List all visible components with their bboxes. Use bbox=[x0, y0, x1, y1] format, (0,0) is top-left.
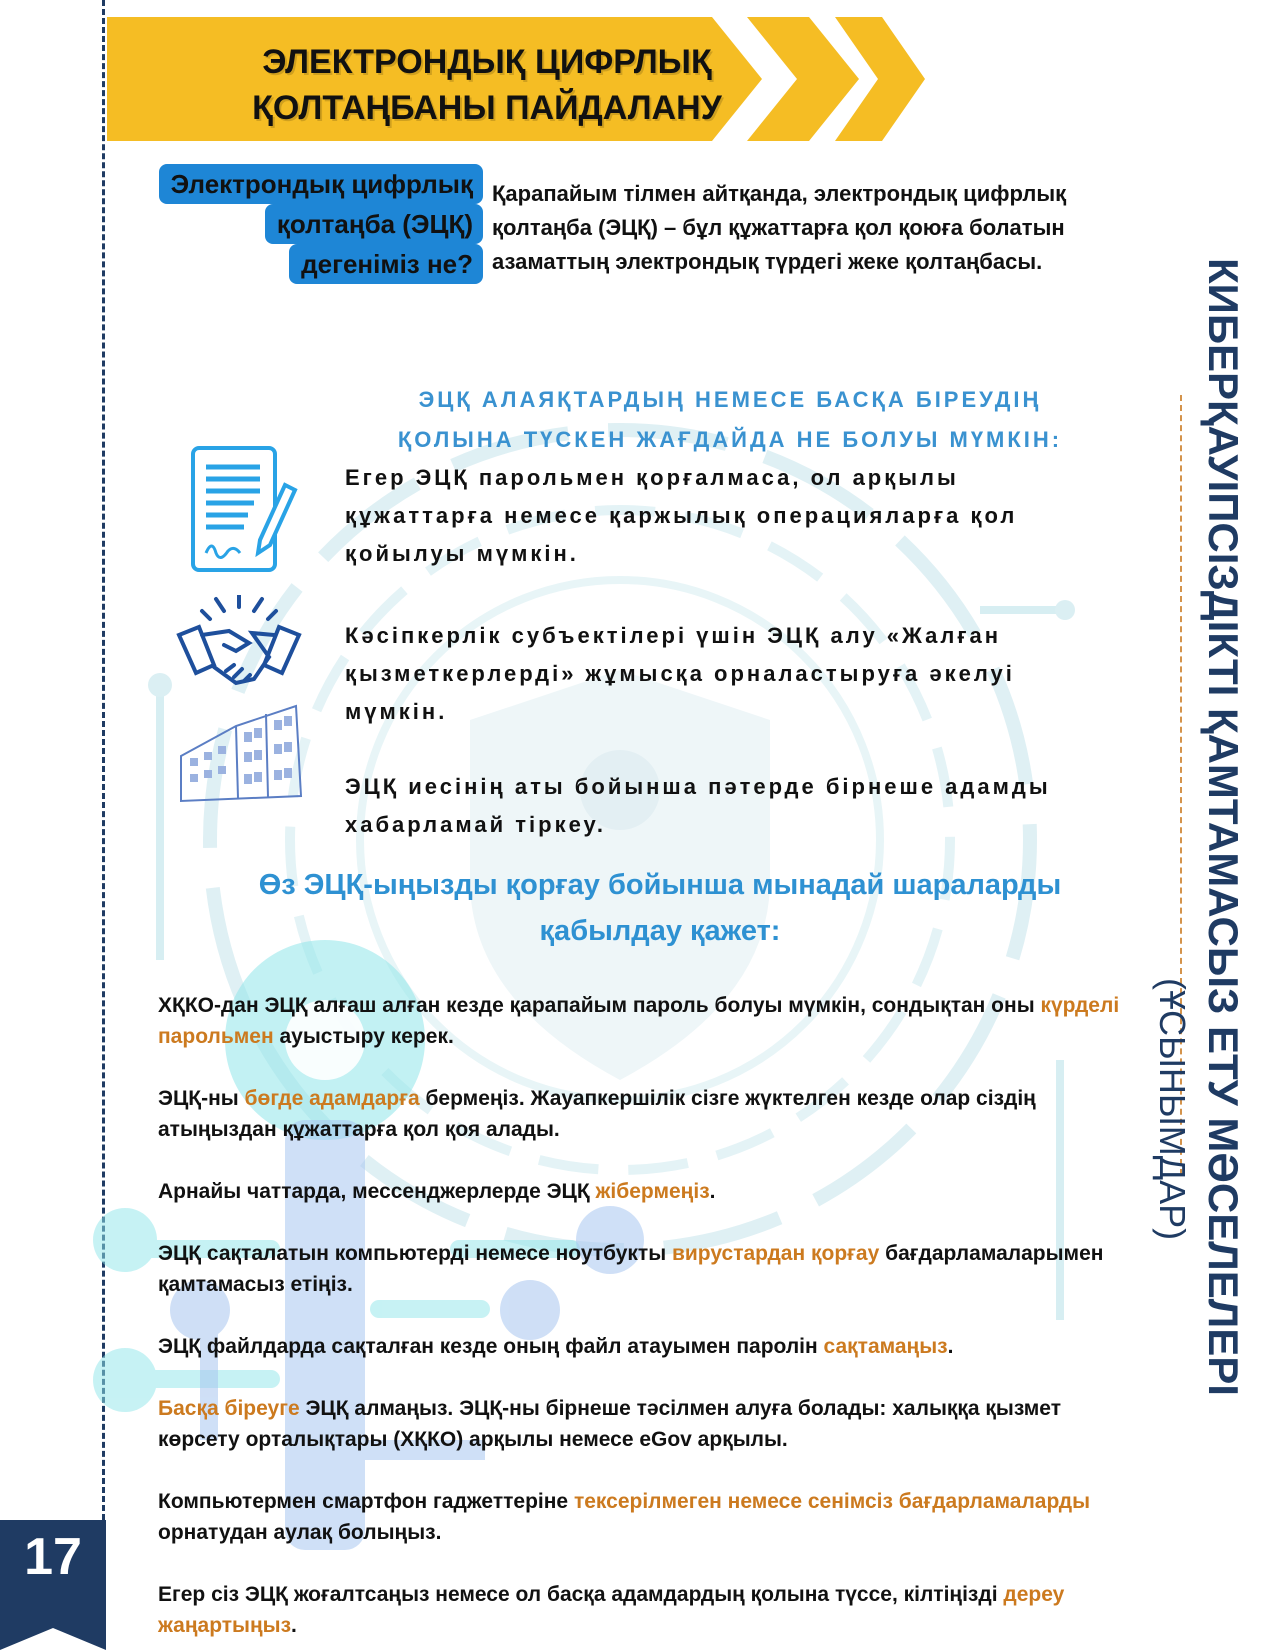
measure-text: орнатудан аулақ болыңыз. bbox=[158, 1521, 442, 1544]
measure-text: Арнайы чаттарда, мессенджерлерде ЭЦҚ bbox=[158, 1180, 596, 1203]
question-line3: дегеніміз не? bbox=[289, 244, 483, 284]
document-signing-icon bbox=[190, 445, 300, 575]
measure-text: ХҚКО-дан ЭЦҚ алғаш алған кезде қарапайым пароль болуы мүмкін, сондықтан оны bbox=[158, 994, 1041, 1017]
measure-item bbox=[158, 1579, 1148, 1641]
measure-item bbox=[158, 1176, 1148, 1207]
intro-definition: Қарапайым тілмен айтқанда, электрондық цифрлық қолтаңба (ЭЦҚ) – бұл құжаттарға қол қоюға болатын азаматтың электрондық түрдегі жеке қолтаңбасы. bbox=[492, 181, 1067, 274]
measure-text: ЭЦҚ файлдарда сақталған кезде оның файл атауымен паролін bbox=[158, 1335, 824, 1358]
page-title-line1: ЭЛЕКТРОНДЫҚ ЦИФРЛЫҚ bbox=[262, 43, 712, 81]
risk-item-unprotected-password: Егер ЭЦҚ парольмен қорғалмаса, ол арқылы құжаттарға немесе қаржылық операцияларға қол қойылуы мүмкін. bbox=[345, 465, 1018, 566]
risk-heading bbox=[360, 380, 1100, 460]
header-banner bbox=[107, 17, 977, 147]
question-box bbox=[115, 164, 483, 284]
measures-list bbox=[158, 990, 1148, 1650]
page-title bbox=[137, 39, 837, 131]
side-title-main: КИБЕРҚАУІПСІЗДІКТІ ҚАМТАМАСЫЗ ЕТУ МӘСЕЛЕЛЕРІ bbox=[1200, 258, 1247, 1396]
measure-highlight: жібермеңіз bbox=[595, 1180, 710, 1203]
risk-item-apartment-registration: ЭЦҚ иесінің аты бойынша пәтерде бірнеше адамды хабарламай тіркеу. bbox=[345, 774, 1051, 837]
question-line1: Электрондық цифрлық bbox=[159, 164, 483, 204]
page-title-line2: ҚОЛТАҢБАНЫ ПАЙДАЛАНУ bbox=[252, 89, 722, 127]
apartment-building-icon bbox=[176, 696, 306, 806]
measure-text: . bbox=[947, 1335, 954, 1358]
measure-text: бағдарламаларымен қамтамасыз етіңіз. bbox=[158, 1242, 1104, 1296]
measure-text: ауыстыру керек. bbox=[273, 1025, 454, 1048]
measure-highlight: дереу жаңартыңыз bbox=[158, 1583, 1065, 1637]
measure-item bbox=[158, 990, 1148, 1052]
side-title-subtitle: (ҰСЫНЫМДАР) bbox=[1152, 978, 1193, 1241]
measure-text: ЭЦҚ алмаңыз. ЭЦҚ-ны бірнеше тәсілмен алуға болады: халыққа қызмет көрсету орталықтары (ХҚКО) арқылы немесе eGov арқылы. bbox=[158, 1397, 1061, 1451]
measure-item bbox=[158, 1393, 1148, 1455]
measure-text: ЭЦҚ сақталатын компьютерді немесе ноутбукты bbox=[158, 1242, 672, 1265]
measure-text: . bbox=[709, 1180, 716, 1203]
measure-highlight: вирустардан қорғау bbox=[671, 1242, 880, 1265]
measure-highlight: күрделі парольмен bbox=[158, 994, 1120, 1048]
handshake-icon bbox=[174, 595, 304, 695]
risk-heading-line1: ЭЦҚ АЛАЯҚТАРДЫҢ НЕМЕСЕ БАСҚА БІРЕУДІҢ bbox=[418, 387, 1042, 412]
measure-item bbox=[158, 1331, 1148, 1362]
measure-item bbox=[158, 1486, 1148, 1548]
measure-text: Егер сіз ЭЦҚ жоғалтсаңыз немесе ол басқа адамдардың қолына түссе, кілтіңізді bbox=[158, 1583, 1004, 1606]
side-title bbox=[1140, 258, 1250, 1396]
measure-text: ЭЦҚ-ны bbox=[158, 1087, 245, 1110]
measures-heading: Өз ЭЦҚ-ыңызды қорғау бойынша мынадай шараларды қабылдау қажет: bbox=[258, 869, 1062, 947]
measure-highlight: сақтамаңыз bbox=[823, 1335, 948, 1358]
measure-highlight: бөгде адамдарға bbox=[244, 1087, 420, 1110]
measure-highlight: тексерілмеген немесе сенімсіз бағдарламаларды bbox=[573, 1490, 1091, 1513]
measure-item bbox=[158, 1238, 1148, 1300]
page-number: 17 bbox=[24, 1528, 82, 1586]
measure-text: Компьютермен смартфон гаджеттеріне bbox=[158, 1490, 574, 1513]
measure-highlight: Басқа біреуге bbox=[158, 1397, 300, 1420]
risk-heading-line2: ҚОЛЫНА ТҮСКЕН ЖАҒДАЙДА НЕ БОЛУЫ МҮМКІН: bbox=[397, 427, 1063, 452]
measure-text: . bbox=[291, 1614, 297, 1637]
risk-item-fake-employees: Кәсіпкерлік субъектілері үшін ЭЦҚ алу «Жалған қызметкерлерді» жұмысқа орналастыруға әкелуі мүмкін. bbox=[345, 623, 1015, 724]
measure-item bbox=[158, 1083, 1148, 1145]
question-line2: қолтаңба (ЭЦҚ) bbox=[265, 204, 483, 244]
measure-text: бермеңіз. Жауапкершілік сізге жүктелген кезде олар сіздің атыңыздан құжаттарға қол қоя алады. bbox=[158, 1087, 1036, 1141]
